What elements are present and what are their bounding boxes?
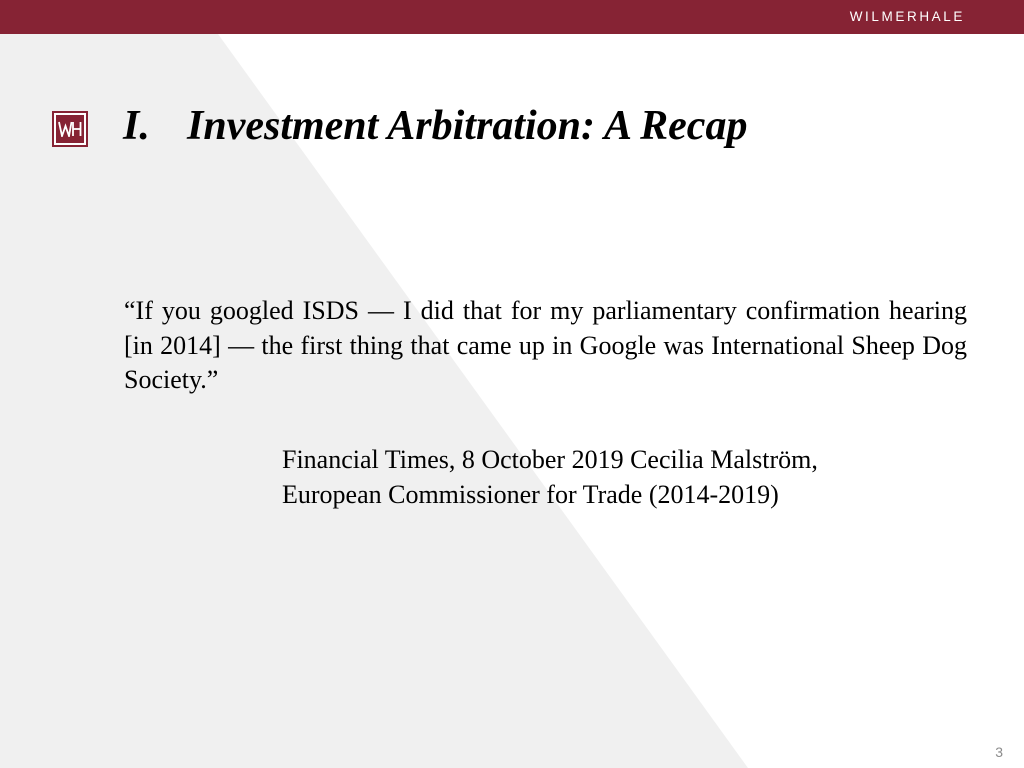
header-bar xyxy=(0,0,1024,34)
slide-title xyxy=(123,102,747,150)
wh-logo-icon xyxy=(52,111,88,147)
page-number: 3 xyxy=(995,744,1003,760)
attribution-line-2: European Commissioner for Trade (2014-2019) xyxy=(282,479,779,509)
quote-attribution xyxy=(282,443,818,512)
attribution-line-1: Financial Times, 8 October 2019 Cecilia Malström, xyxy=(282,445,818,474)
brand-name: WILMERHALE xyxy=(849,9,965,24)
quote-text: “If you googled ISDS — I did that for my parliamentary confirmation hearing [in 2014] — the first thing that came up in Google was International Sheep Dog Society.” xyxy=(124,296,967,394)
title-text: Investment Arbitration: A Recap xyxy=(187,103,748,149)
title-number: I. xyxy=(123,103,150,149)
wh-monogram-icon xyxy=(58,121,82,137)
